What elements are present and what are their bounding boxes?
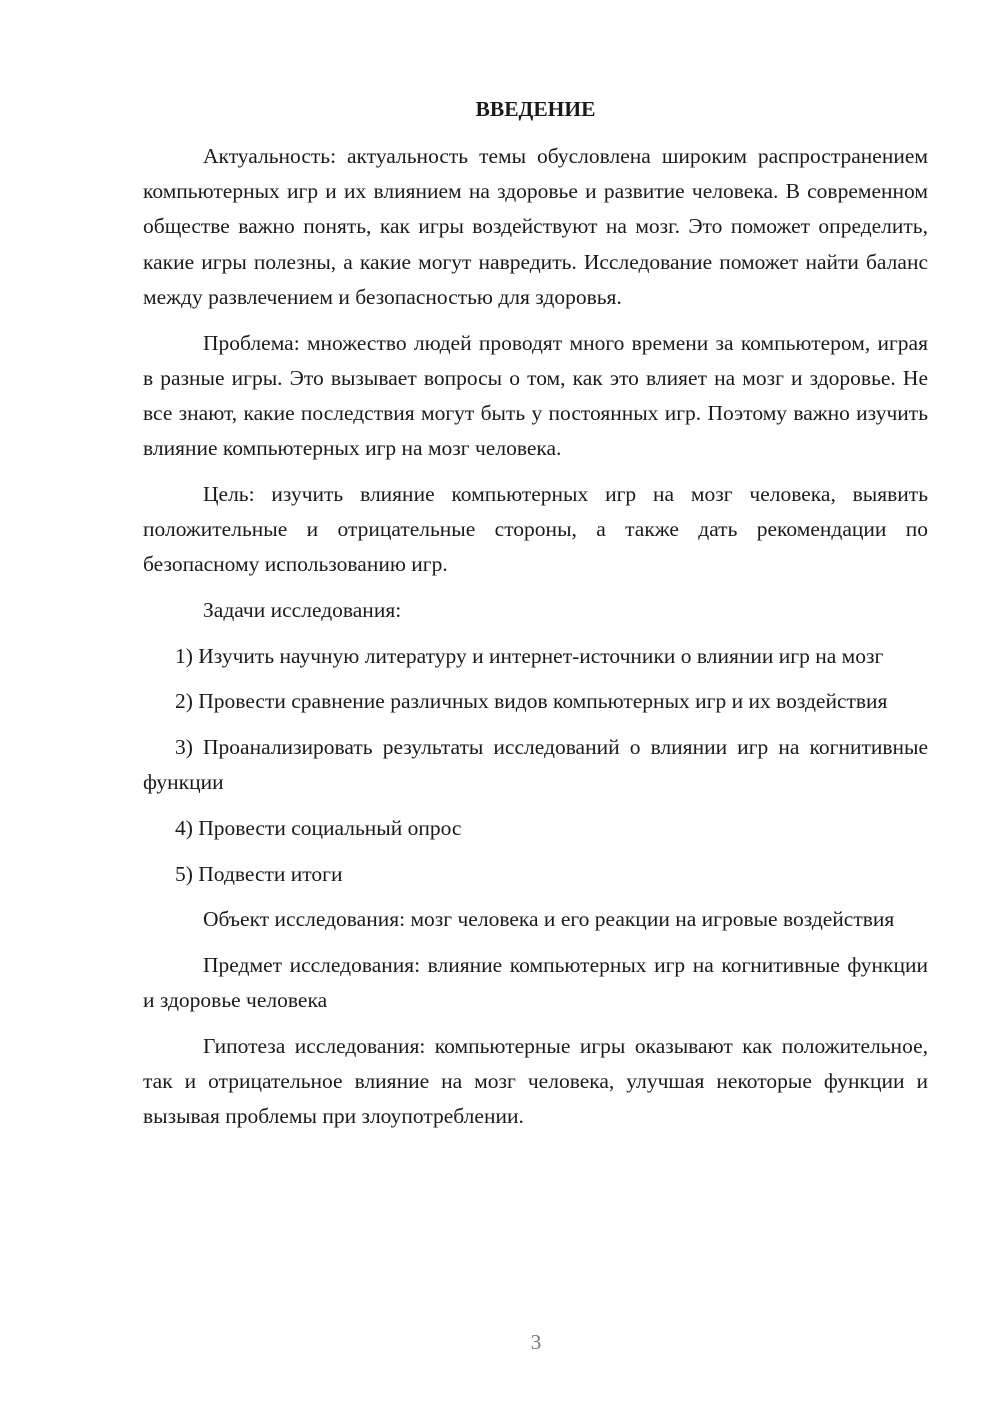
task-item-5: 5) Подвести итоги xyxy=(175,861,343,886)
document-page xyxy=(143,92,928,1145)
paragraph-subject: Предмет исследования: влияние компьютерных игр на когнитивные функции и здоровье человека xyxy=(143,953,928,1013)
paragraph-hypothesis: Гипотеза исследования: компьютерные игры оказывают как положительное, так и отрицательное влияние на мозг человека, улучшая некоторые функции и вызывая проблемы при злоупотреблении. xyxy=(143,1033,928,1129)
task-item-4: 4) Провести социальный опрос xyxy=(175,815,462,840)
paragraph-object: Объект исследования: мозг человека и его реакции на игровые воздействия xyxy=(203,907,895,932)
task-item-2: 2) Провести сравнение различных видов компьютерных игр и их воздействия xyxy=(175,689,888,714)
paragraph-tasks-heading: Задачи исследования: xyxy=(203,597,402,622)
paragraph-relevance: Актуальность: актуальность темы обусловлена широким распространением компьютерных игр и их влиянием на здоровье и развитие человека. В современном обществе важно понять, как игры воздействуют на мозг. Это поможет определить, какие игры полезны, а какие могут навредить. Исследование поможет найти баланс между развлечением и безопасностью для здоровья. xyxy=(143,144,928,309)
task-item-1: 1) Изучить научную литературу и интернет-источники о влиянии игр на мозг xyxy=(175,643,884,668)
paragraph-goal: Цель: изучить влияние компьютерных игр на мозг человека, выявить положительные и отрицательные стороны, а также дать рекомендации по безопасному использованию игр. xyxy=(143,481,928,577)
section-title: ВВЕДЕНИЕ xyxy=(475,97,596,121)
page-number: 3 xyxy=(530,1330,542,1354)
task-item-3: 3) Проанализировать результаты исследований о влиянии игр на когнитивные функции xyxy=(143,735,928,795)
paragraph-problem: Проблема: множество людей проводят много времени за компьютером, играя в разные игры. Это вызывает вопросы о том, как это влияет на мозг и здоровье. Не все знают, какие последствия могут быть у постоянных игр. Поэтому важно изучить влияние компьютерных игр на мозг человека. xyxy=(143,330,928,461)
